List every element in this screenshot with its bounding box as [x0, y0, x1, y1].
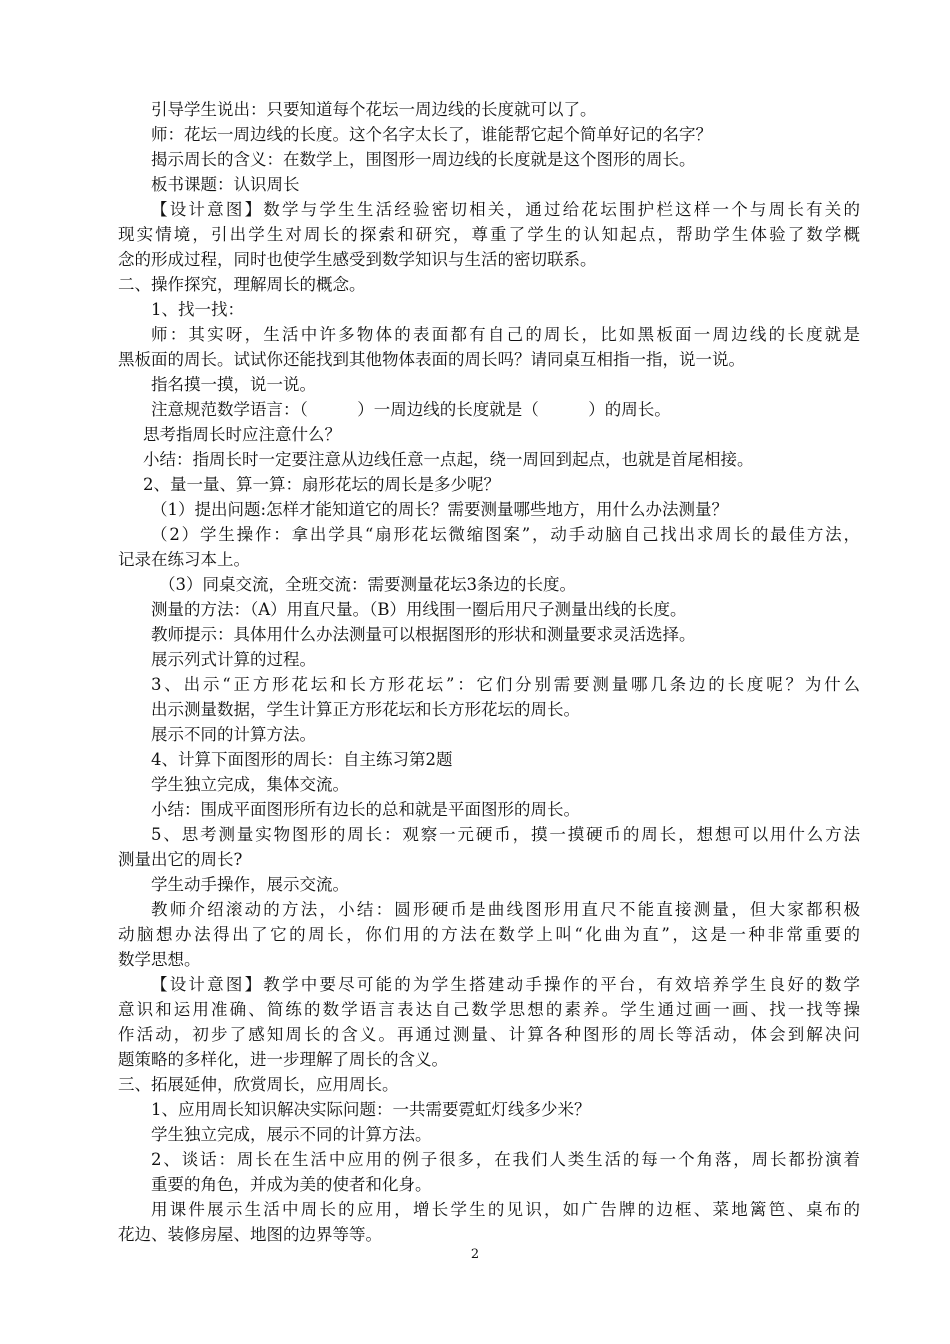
text-line: 现实情境，引出学生对周长的探索和研究，尊重了学生的认知起点，帮助学生体验了数学概: [118, 225, 860, 244]
text-line: 1、找一找：: [151, 300, 244, 319]
text-line: 用课件展示生活中周长的应用，增长学生的见识，如广告牌的边框、菜地篱笆、桌布的: [151, 1200, 860, 1219]
text-line: 重要的角色，并成为美的使者和化身。: [151, 1175, 432, 1194]
text-line: 板书课题：认识周长: [151, 175, 300, 194]
text-line: 小结：指周长时一定要注意从边线任意一点起，绕一周回到起点，也就是首尾相接。: [143, 450, 754, 469]
text-line: 念的形成过程，同时也使学生感受到数学知识与生活的密切联系。: [118, 250, 597, 269]
text-line: 【设计意图】教学中要尽可能的为学生搭建动手操作的平台，有效培养学生良好的数学: [151, 975, 860, 994]
text-line: 教师提示：具体用什么办法测量可以根据图形的形状和测量要求灵活选择。: [151, 625, 696, 644]
text-line: 黑板面的周长。试试你还能找到其他物体表面的周长吗？请同桌互相指一指，说一说。: [118, 350, 745, 369]
text-line: 5、思考测量实物图形的周长：观察一元硬币，摸一摸硬币的周长，想想可以用什么方法: [151, 825, 860, 844]
text-line: 学生独立完成，展示不同的计算方法。: [151, 1125, 432, 1144]
text-line: 花边、装修房屋、地图的边界等等。: [118, 1225, 382, 1244]
section-heading: 二、操作探究，理解周长的概念。: [118, 275, 366, 294]
text-line: 引导学生说出：只要知道每个花坛一周边线的长度就可以了。: [151, 100, 597, 119]
text-line: 学生动手操作，展示交流。: [151, 875, 349, 894]
text-line: 作活动，初步了感知周长的含义。再通过测量、计算各种图形的周长等活动，体会到解决问: [118, 1025, 860, 1044]
text-line: 3、出示“正方形花坛和长方形花坛”：它们分别需要测量哪几条边的长度呢？为什么: [151, 675, 860, 694]
text-line: 1、应用周长知识解决实际问题：一共需要霓虹灯线多少米？: [151, 1100, 591, 1119]
text-line: 测量的方法：（A）用直尺量。（B）用线围一圈后用尺子测量出线的长度。: [151, 600, 687, 619]
text-line: （3）同桌交流，全班交流：需要测量花坛3条边的长度。: [159, 575, 576, 594]
text-line: 2、量一量、算一算：扇形花坛的周长是多少呢？: [143, 475, 500, 494]
text-line: 动脑想办法得出了它的周长，你们用的方法在数学上叫“化曲为直”，这是一种非常重要的: [118, 925, 860, 944]
text-line: 展示列式计算的过程。: [151, 650, 316, 669]
text-line: 学生独立完成，集体交流。: [151, 775, 349, 794]
text-line: 出示测量数据，学生计算正方形花坛和长方形花坛的周长。: [151, 700, 580, 719]
page-number: 2: [470, 1247, 480, 1262]
text-line: 记录在练习本上。: [118, 550, 250, 569]
text-line: （2）学生操作：拿出学具“扇形花坛微缩图案”，动手动脑自己找出求周长的最佳方法，: [151, 525, 860, 544]
text-line: 教师介绍滚动的方法，小结：圆形硬币是曲线图形用直尺不能直接测量，但大家都积极: [151, 900, 860, 919]
text-line: 题策略的多样化，进一步理解了周长的含义。: [118, 1050, 448, 1069]
text-line: 思考指周长时应注意什么？: [143, 425, 341, 444]
text-line: 小结：围成平面图形所有边长的总和就是平面图形的周长。: [151, 800, 580, 819]
text-line: 指名摸一摸，说一说。: [151, 375, 316, 394]
section-heading: 三、拓展延伸，欣赏周长，应用周长。: [118, 1075, 399, 1094]
text-line: 师：其实呀，生活中许多物体的表面都有自己的周长，比如黑板面一周边线的长度就是: [151, 325, 860, 344]
text-line: 意识和运用准确、简练的数学语言表达自己数学思想的素养。学生通过画一画、找一找等操: [118, 1000, 860, 1019]
text-line: 展示不同的计算方法。: [151, 725, 316, 744]
text-line: 注意规范数学语言：（ ）一周边线的长度就是（ ）的周长。: [151, 400, 671, 419]
text-line: 2、谈话：周长在生活中应用的例子很多，在我们人类生活的每一个角落，周长都扮演着: [151, 1150, 860, 1169]
text-line: 4、计算下面图形的周长：自主练习第2题: [151, 750, 453, 769]
text-line: 揭示周长的含义：在数学上，围图形一周边线的长度就是这个图形的周长。: [151, 150, 696, 169]
text-line: （1）提出问题:怎样才能知道它的周长？需要测量哪些地方，用什么办法测量？: [151, 500, 729, 519]
text-line: 测量出它的周长?: [118, 850, 243, 869]
text-line: 【设计意图】数学与学生生活经验密切相关，通过给花坛围护栏这样一个与周长有关的: [151, 200, 860, 219]
text-line: 师：花坛一周边线的长度。这个名字太长了，谁能帮它起个简单好记的名字？: [151, 125, 712, 144]
text-line: 数学思想。: [118, 950, 201, 969]
